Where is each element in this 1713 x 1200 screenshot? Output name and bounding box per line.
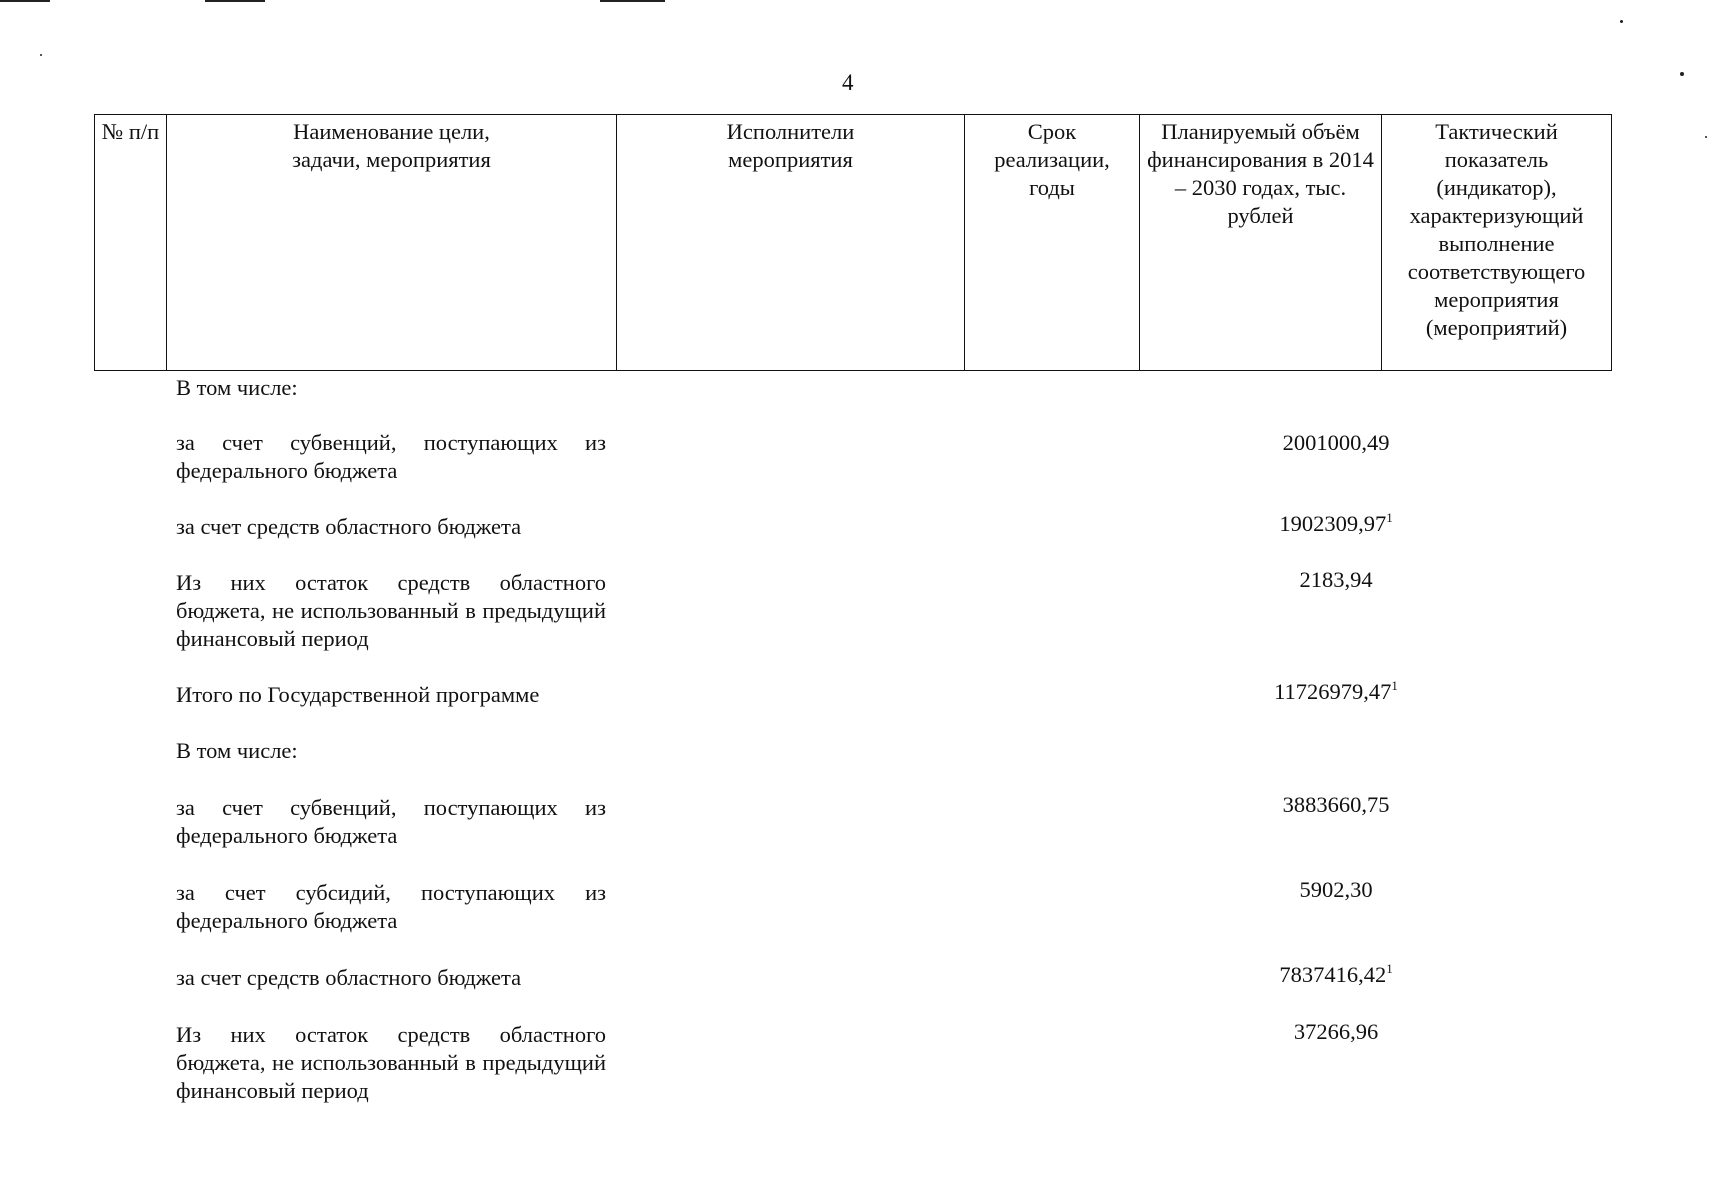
scan-artifact-line xyxy=(205,0,265,2)
row-amount: 2183,94 xyxy=(1299,567,1373,592)
row-amount: 3883660,75 xyxy=(1282,792,1390,817)
row-value xyxy=(1216,876,1456,904)
row-footnote: 1 xyxy=(1386,510,1393,525)
scan-artifact-dot xyxy=(1705,136,1707,138)
row-amount: 2001000,49 xyxy=(1282,430,1390,455)
header-table xyxy=(94,114,1612,371)
row-label: за счет субвенций, поступающих из федерального бюджета xyxy=(176,430,606,483)
scan-artifact-dot xyxy=(1680,72,1684,76)
scan-artifact-dot xyxy=(1620,20,1623,23)
row-amount: 11726979,47 xyxy=(1274,679,1392,704)
row-value xyxy=(1216,1018,1456,1046)
page-number: 4 xyxy=(842,70,854,95)
row-footnote: 1 xyxy=(1391,678,1398,693)
row-label: за счет субсидий, поступающих из федерального бюджета xyxy=(176,880,606,933)
scan-artifact-line xyxy=(600,0,665,2)
row-value xyxy=(1216,678,1456,706)
row-value xyxy=(1216,791,1456,819)
header-col-funding: Планируемый объём финансирования в 2014 – 2030 годах, тыс. рублей xyxy=(1140,115,1382,371)
row-label: В том числе: xyxy=(176,738,298,763)
row-amount: 5902,30 xyxy=(1299,877,1373,902)
row-label: Из них остаток средств областного бюджета, не использованный в предыдущий финансовый период xyxy=(176,570,606,651)
row-value xyxy=(1216,566,1456,594)
row-value xyxy=(1216,510,1456,538)
header-col-executors: Исполнители мероприятия xyxy=(617,115,965,371)
row-amount: 37266,96 xyxy=(1293,1019,1379,1044)
row-label: В том числе: xyxy=(176,375,298,400)
row-amount: 7837416,42 xyxy=(1279,962,1387,987)
header-col-name: Наименование цели, задачи, мероприятия xyxy=(167,115,617,371)
row-label: за счет средств областного бюджета xyxy=(176,514,522,539)
scan-artifact-line xyxy=(0,0,50,2)
header-col-indicator: Тактический показатель (индикатор), характеризующий выполнение соответствующего мероприятия (мероприятий) xyxy=(1382,115,1612,371)
row-label: за счет субвенций, поступающих из федерального бюджета xyxy=(176,795,606,848)
row-label: за счет средств областного бюджета xyxy=(176,965,522,990)
row-amount: 1902309,97 xyxy=(1279,511,1387,536)
row-footnote: 1 xyxy=(1386,961,1393,976)
row-label: Итого по Государственной программе xyxy=(176,682,540,707)
header-col-number: № п/п xyxy=(95,115,167,371)
row-value xyxy=(1216,961,1456,989)
scan-artifact-dot xyxy=(40,54,42,56)
row-value xyxy=(1216,429,1456,457)
row-label: Из них остаток средств областного бюджета, не использованный в предыдущий финансовый период xyxy=(176,1022,606,1103)
header-col-term: Срок реализации, годы xyxy=(965,115,1140,371)
